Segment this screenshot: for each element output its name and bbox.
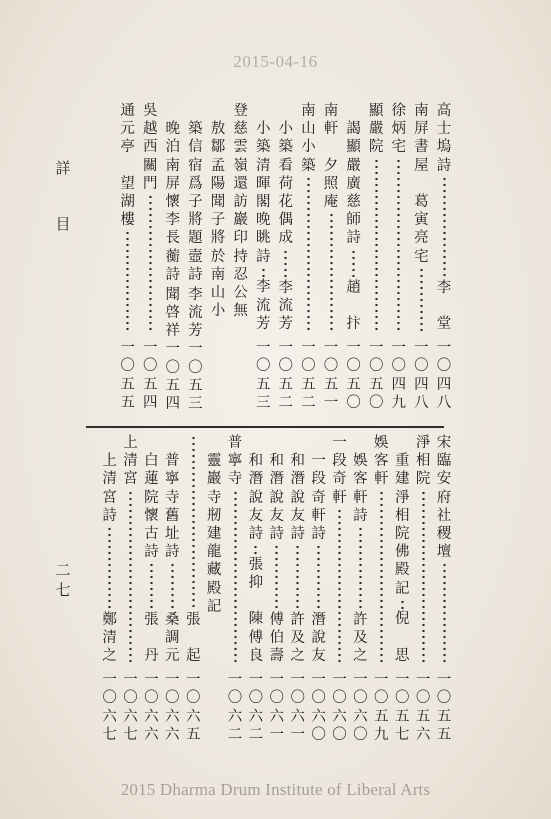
toc-entry <box>349 434 371 744</box>
entry-title: 一 段 奇 軒 詩 <box>311 453 326 542</box>
leader-dots <box>284 249 287 278</box>
toc-entry <box>433 102 455 412</box>
leader-dots <box>443 562 446 664</box>
toc-entry <box>207 102 229 412</box>
entry-page-number: 一 〇 六 七 <box>102 672 117 743</box>
toc-entry <box>203 434 225 744</box>
entry-page-number: 一 〇 五 〇 <box>368 340 384 411</box>
toc-entry <box>245 434 267 744</box>
entry-page-number: 一 〇 五 六 <box>415 672 431 743</box>
leader-dots <box>401 599 404 610</box>
toc-entry <box>365 102 387 412</box>
leader-dots <box>149 194 152 332</box>
entry-title: 謁 顯 嚴 廣 慈 師 詩 <box>346 121 361 247</box>
entry-title: 淨 相 院 <box>415 435 431 488</box>
toc-entry <box>120 434 142 744</box>
leader-dots <box>192 435 195 610</box>
leader-dots <box>352 249 355 278</box>
entry-title: 小 築 清 暉 閣 晚 眺 詩 <box>255 121 271 265</box>
toc-entry <box>139 102 161 412</box>
leader-dots <box>262 267 265 278</box>
toc-entry <box>275 102 297 412</box>
entry-author: 許 及 之 <box>353 611 368 664</box>
leader-dots <box>375 158 378 333</box>
entry-title: 和 潛 說 友 詩 <box>248 453 264 542</box>
entry-page-number: 一 〇 六 二 <box>248 672 264 743</box>
toc-entry <box>117 102 139 412</box>
entry-page-number: 一 〇 四 九 <box>391 340 407 411</box>
leader-dots <box>380 490 383 665</box>
toc-entry <box>308 434 330 744</box>
leader-dots <box>422 490 425 665</box>
entry-title: 重 建 淨 相 院 佛 殿 記 <box>394 453 410 597</box>
entry-page-number: 一 〇 五 七 <box>394 672 410 743</box>
entry-title: 一 段 奇 軒 <box>332 435 347 506</box>
leader-dots <box>338 508 341 664</box>
leader-dots <box>330 212 333 332</box>
leader-dots <box>397 158 400 333</box>
toc-entry <box>99 434 121 744</box>
leader-dots <box>420 267 423 332</box>
toc-entry <box>287 434 309 744</box>
entry-title: 顯 嚴 院 <box>368 103 384 156</box>
leader-dots <box>234 490 237 665</box>
entry-title: 和 潛 說 友 詩 <box>269 453 285 542</box>
entry-author: 李 流 芳 <box>188 286 203 340</box>
entry-title: 徐 炳 宅 <box>391 103 407 156</box>
leader-dots <box>359 526 362 610</box>
header-title: 詳 目 <box>55 159 71 233</box>
entry-title: 南 屏 書 屋 葛 寅 亮 宅 <box>414 103 429 265</box>
toc-entry <box>184 102 206 412</box>
entry-title: 晚 泊 南 屏 懷 李 長 蘅 詩 <box>165 121 181 283</box>
entry-page-number: 一 〇 六 〇 <box>311 672 326 743</box>
entry-title: 吳 越 西 關 門 <box>142 103 158 192</box>
toc-entry <box>410 102 432 412</box>
leader-dots <box>275 544 278 609</box>
entry-page-number: 一 〇 六 六 <box>144 672 159 743</box>
entry-page-number: 一 〇 五 三 <box>188 341 203 412</box>
entry-page-number: 一 〇 五 四 <box>142 340 158 411</box>
entry-author: 趙 抃 <box>346 279 361 332</box>
toc-entry <box>266 434 288 744</box>
toc-entry <box>161 434 183 744</box>
toc-entry <box>252 102 274 412</box>
entry-page-number: 一 〇 六 六 <box>165 672 180 743</box>
entry-title: 小 築 看 荷 花 偶 成 <box>278 121 294 247</box>
toc-entry <box>433 434 455 744</box>
entry-page-number: 一 〇 六 二 <box>227 672 243 743</box>
leader-dots <box>317 544 320 609</box>
entry-page-number: 一 〇 五 四 <box>165 341 181 412</box>
toc-entry <box>140 434 162 744</box>
leader-dots <box>108 526 111 610</box>
entry-author: 傅 伯 壽 <box>269 611 285 664</box>
page-number: 二 七 <box>55 561 71 599</box>
entry-page-number: 一 〇 六 一 <box>269 672 285 743</box>
entry-title: 築 信 宿 爲 子 將 題 壼 詩 <box>188 121 203 283</box>
toc-entry <box>230 102 252 412</box>
entry-author: 倪 思 <box>394 611 410 664</box>
entry-title: 和 潛 說 友 詩 <box>290 453 305 542</box>
entry-title: 通 元 亭 望 湖 樓 <box>120 103 135 229</box>
entry-page-number: 一 〇 六 五 <box>185 672 201 743</box>
toc-entry <box>343 102 365 412</box>
entry-page-number: 一 〇 四 八 <box>414 340 429 411</box>
entry-author: 張 抑 陳 傅 良 <box>248 556 264 664</box>
date-watermark: 2015-04-16 <box>233 52 318 71</box>
entry-page-number: 一 〇 五 〇 <box>346 340 361 411</box>
entry-author: 張 丹 <box>144 611 159 664</box>
entry-title: 南 軒 夕 照 庵 <box>323 103 339 210</box>
leader-dots <box>443 176 446 278</box>
entry-title: 登 慈 雲 嶺 還 訪 巖 印 持 忍 公 無 <box>233 103 248 320</box>
entry-title: 上 清 宮 <box>123 435 138 488</box>
entry-author: 張 起 <box>185 611 201 664</box>
leader-dots <box>126 230 129 332</box>
entry-page-number: 一 〇 四 八 <box>436 340 452 411</box>
entry-page-number: 一 〇 五 九 <box>374 672 389 743</box>
toc-entry <box>412 434 434 744</box>
leader-dots <box>150 562 153 609</box>
entry-title: 普 寧 寺 <box>227 435 243 488</box>
entry-author: 桑 調 元 <box>165 611 180 664</box>
entry-title: 宋 臨 安 府 社 稷 壇 <box>436 435 452 561</box>
entry-author: 鄭 清 之 <box>102 611 117 664</box>
entry-title: 娛 客 軒 <box>374 435 389 488</box>
entry-page-number: 一 〇 五 三 <box>255 340 271 411</box>
entry-page-number: 一 〇 五 五 <box>120 340 135 411</box>
toc-entry <box>388 102 410 412</box>
toc-entry <box>162 102 184 412</box>
entry-title: 南 山 小 築 <box>301 103 316 174</box>
entry-page-number: 一 〇 五 二 <box>301 340 316 411</box>
toc-entry <box>370 434 392 744</box>
leader-dots <box>129 490 132 665</box>
toc-entry <box>391 434 413 744</box>
entry-title: 高 士 塢 詩 <box>436 103 452 174</box>
toc-entry <box>224 434 246 744</box>
leader-dots <box>296 544 299 609</box>
toc-entry <box>182 434 204 744</box>
entry-author: 許 及 之 <box>290 611 305 664</box>
entry-title: 靈 巖 寺 剏 建 龍 藏 殿 記 <box>206 453 222 615</box>
entry-page-number: 一 〇 六 〇 <box>353 672 368 743</box>
entry-author: 李 堂 <box>436 279 452 332</box>
entry-author: 李 流 芳 <box>255 279 271 332</box>
entry-title: 普 寧 寺 舊 址 詩 <box>165 453 180 561</box>
entry-author: 聞 啓 祥 <box>165 286 181 340</box>
entry-author: 潛 說 友 <box>311 611 326 664</box>
leader-dots <box>171 562 174 609</box>
leader-dots <box>307 176 310 332</box>
entry-page-number: 一 〇 五 一 <box>323 340 339 411</box>
entry-page-number: 一 〇 六 一 <box>290 672 305 743</box>
footer-watermark: 2015 Dharma Drum Institute of Liberal Arts <box>120 780 431 799</box>
entry-title: 敖 鄒 孟 陽 聞 子 將 於 南 山 小 <box>210 121 226 320</box>
entry-page-number: 一 〇 五 五 <box>436 672 452 743</box>
entry-page-number: 一 〇 六 〇 <box>332 672 347 743</box>
toc-entry <box>329 434 351 744</box>
leader-dots <box>254 544 257 555</box>
entry-title: 上 清 宮 詩 <box>102 453 117 524</box>
toc-entry <box>297 102 319 412</box>
entry-title: 白 蓮 院 懷 古 詩 <box>144 453 159 561</box>
section-divider <box>86 426 444 428</box>
entry-page-number: 一 〇 六 七 <box>123 672 138 743</box>
entry-title: 娛 客 軒 詩 <box>353 453 368 524</box>
entry-author: 李 流 芳 <box>278 279 294 332</box>
entry-page-number: 一 〇 五 二 <box>278 340 294 411</box>
toc-entry <box>320 102 342 412</box>
